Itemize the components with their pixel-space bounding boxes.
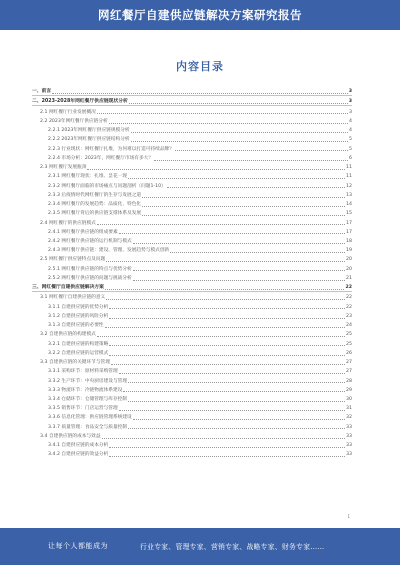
toc-entry-page: 27 (346, 360, 352, 366)
toc-entry-page: 3 (348, 89, 352, 95)
toc-entry-page: 11 (346, 165, 352, 171)
toc-leader-dots (87, 169, 345, 170)
footer-slogan: 让每个人都能成为 (48, 542, 108, 550)
toc-title: 内容目录 (176, 60, 224, 73)
toc-entry-page: 20 (346, 266, 352, 272)
toc-entry[interactable] (32, 199, 352, 208)
toc-entry-page: 23 (346, 313, 352, 319)
toc-leader-dots (119, 373, 345, 374)
toc-entry-page: 13 (346, 192, 352, 198)
toc-entry-page: 12 (346, 183, 352, 189)
toc-leader-dots (133, 243, 345, 244)
toc-entry-page: 33 (346, 433, 352, 439)
toc-entry-page: 17 (346, 220, 352, 226)
toc-entry-page: 18 (346, 238, 352, 244)
toc-entry-text: 三、网红餐厅自建供应链解决方案 (32, 285, 104, 291)
toc-entry-page: 5 (349, 137, 352, 143)
footer-tagline: 行业专家、管理专家、营销专家、战略专家、财务专家…… (140, 543, 325, 551)
toc-entry[interactable] (32, 171, 352, 180)
toc-entry[interactable] (32, 282, 352, 292)
toc-entry[interactable] (32, 245, 352, 254)
toc-leader-dots (175, 150, 348, 151)
table-of-contents (32, 86, 352, 458)
toc-entry-page: 31 (346, 406, 352, 412)
toc-leader-dots (128, 428, 345, 429)
toc-leader-dots (102, 438, 346, 439)
toc-leader-dots (109, 123, 348, 124)
toc-entry[interactable] (32, 153, 352, 162)
toc-leader-dots (111, 364, 345, 365)
toc-entry[interactable] (32, 329, 352, 338)
page-number: 1 (347, 514, 350, 519)
toc-entry-page: 24 (346, 323, 352, 329)
toc-entry-text: 2.3.4 网红餐厅的发展趋势：品质化、特色化 (48, 202, 142, 208)
toc-entry[interactable] (32, 449, 352, 458)
toc-entry-page: 28 (346, 378, 352, 384)
toc-entry-page: 33 (346, 424, 352, 430)
toc-entry-text: 3.3.1 采购环节：原材料采购管理 (48, 369, 118, 375)
toc-leader-dots (106, 261, 345, 262)
toc-entry[interactable] (32, 116, 352, 125)
toc-leader-dots (129, 103, 348, 104)
toc-leader-dots (105, 327, 345, 328)
toc-entry-page: 33 (346, 443, 352, 449)
toc-entry[interactable] (32, 348, 352, 357)
toc-leader-dots (109, 318, 345, 319)
toc-leader-dots (142, 215, 345, 216)
toc-entry-text: 2.3.3 后疫情时代网红餐厅的生存与发展之道 (48, 192, 142, 198)
toc-entry-text: 3.1.2 自建供应链的风险分析 (48, 313, 109, 319)
toc-entry-text: 3.4 自建供应链的成本与效益 (40, 433, 101, 439)
toc-entry-text: 2.4 网红餐厅的供应链模式 (40, 220, 96, 226)
toc-entry-text: 3.1.1 自建供应链的优势分析 (48, 304, 109, 310)
toc-entry[interactable] (32, 385, 352, 394)
toc-entry[interactable] (32, 180, 352, 189)
toc-entry-text: 3.1.3 自建供应链的必要性 (48, 323, 104, 329)
toc-entry[interactable] (32, 134, 352, 143)
toc-entry-text: 一、前言 (32, 89, 52, 95)
toc-entry-page: 5 (349, 146, 352, 152)
toc-entry-page: 4 (349, 128, 352, 134)
toc-entry-page: 27 (346, 369, 352, 375)
toc-entry-page: 6 (349, 155, 352, 161)
toc-entry[interactable] (32, 366, 352, 375)
toc-entry-page: 3 (348, 99, 352, 105)
toc-entry[interactable] (32, 301, 352, 310)
toc-entry-text: 3.3.4 仓储环节：仓储管理与库存控制 (48, 396, 128, 402)
toc-entry-page: 4 (349, 118, 352, 124)
toc-leader-dots (133, 419, 345, 420)
toc-leader-dots (133, 280, 345, 281)
toc-entry-text: 2.2.2 2023年网红餐厅供应链结构分析 (48, 137, 130, 143)
toc-entry[interactable] (32, 292, 352, 301)
toc-entry[interactable] (32, 96, 352, 106)
toc-entry-text: 3.4.1 自建供应链的成本分析 (48, 443, 109, 449)
toc-leader-dots (128, 178, 345, 179)
toc-entry-text: 3.1 网红餐厅自建供应链的意义 (40, 295, 106, 301)
toc-entry[interactable] (32, 162, 352, 171)
toc-entry[interactable] (32, 412, 352, 421)
toc-entry[interactable] (32, 106, 352, 115)
toc-leader-dots (154, 160, 348, 161)
toc-entry-text: 3.2 自建供应链的构建模式 (40, 332, 96, 338)
toc-entry[interactable] (32, 403, 352, 412)
toc-entry[interactable] (32, 394, 352, 403)
report-header-banner (0, 0, 400, 30)
toc-entry-text: 2.3.1 网红餐厅现状：扎堆、昙花一现 (48, 174, 128, 180)
report-title: 网红餐厅自建供应链解决方案研究报告 (98, 8, 302, 22)
toc-entry-text: 2.1 网红餐厅行业发展概况 (40, 109, 96, 115)
toc-leader-dots (131, 132, 348, 133)
toc-entry-page: 11 (346, 174, 352, 180)
toc-entry[interactable] (32, 217, 352, 226)
toc-entry-page: 21 (346, 275, 352, 281)
toc-leader-dots (97, 336, 345, 337)
toc-entry-page: 33 (346, 452, 352, 458)
toc-entry[interactable] (32, 357, 352, 366)
toc-entry[interactable] (32, 86, 352, 96)
toc-entry-text: 2.3.2 网红餐厅面临的市场痛点与问题剖析（问题1-10） (48, 183, 166, 189)
toc-entry-page: 22 (346, 295, 352, 301)
toc-entry[interactable] (32, 421, 352, 430)
toc-entry-page: 20 (346, 257, 352, 263)
toc-entry-text: 2.5 网红餐厅供应链特点及问题 (40, 257, 106, 263)
toc-leader-dots (128, 382, 345, 383)
toc-entry-page: 22 (346, 304, 352, 310)
toc-leader-dots (109, 355, 345, 356)
toc-entry-text: 2.2.4 市场分析：2023年，网红餐厅市场有多大？ (48, 155, 154, 161)
toc-entry-text: 2.2 2023年网红餐厅供应链分析 (40, 118, 108, 124)
toc-entry[interactable] (32, 338, 352, 347)
toc-leader-dots (170, 252, 345, 253)
toc-entry-page: 22 (345, 285, 352, 291)
toc-leader-dots (119, 233, 345, 234)
toc-leader-dots (97, 113, 348, 114)
toc-leader-dots (142, 206, 345, 207)
toc-entry[interactable] (32, 440, 352, 449)
toc-entry-text: 2.2.1 2023年网红餐厅供应链规模分析 (48, 128, 130, 134)
toc-entry-text: 2.5.2 网红餐厅供应链的问题与挑战分析 (48, 275, 132, 281)
toc-entry-text: 2.5.1 网红餐厅供应链的特点与优势分析 (48, 266, 132, 272)
toc-entry[interactable] (32, 190, 352, 199)
toc-entry-text: 3.3.6 信息化管理：供应链管理系统建设 (48, 415, 132, 421)
toc-entry-text: 2.2.3 行业现状：网红餐厅扎堆，为何难以打造可持续品牌？ (48, 146, 174, 152)
toc-entry-text: 2.3.5 网红餐厅背后的供应链支撑体系及发展 (48, 211, 142, 217)
toc-entry[interactable] (32, 236, 352, 245)
toc-entry-text: 3.3 自建供应链的关键环节与管理 (40, 360, 110, 366)
toc-entry-page: 32 (346, 415, 352, 421)
toc-leader-dots (109, 345, 345, 346)
toc-entry[interactable] (32, 254, 352, 263)
toc-entry[interactable] (32, 227, 352, 236)
toc-leader-dots (109, 308, 345, 309)
toc-leader-dots (123, 391, 345, 392)
toc-entry-text: 3.3.5 销售环节：门店运营与管理 (48, 406, 118, 412)
footer-banner (0, 528, 400, 565)
toc-entry-text: 3.3.3 物流环节：冷链物流体系建设 (48, 387, 123, 393)
toc-entry[interactable] (32, 263, 352, 272)
toc-entry[interactable] (32, 208, 352, 217)
toc-entry[interactable] (32, 431, 352, 440)
toc-entry[interactable] (32, 375, 352, 384)
toc-leader-dots (128, 401, 345, 402)
toc-leader-dots (97, 224, 345, 225)
toc-leader-dots (106, 299, 345, 300)
toc-entry-text: 2.4.1 网红餐厅供应链的组成要素 (48, 229, 118, 235)
toc-leader-dots (52, 93, 348, 94)
toc-entry-page: 26 (346, 350, 352, 356)
toc-entry[interactable] (32, 125, 352, 134)
toc-leader-dots (133, 270, 345, 271)
toc-entry-text: 3.2.2 自建供应链的运营模式 (48, 350, 109, 356)
toc-entry-page: 3 (349, 109, 352, 115)
toc-entry-text: 3.3.7 质量管理：食品安全与质量控制 (48, 424, 128, 430)
toc-leader-dots (131, 141, 348, 142)
toc-entry-page: 25 (346, 341, 352, 347)
toc-entry-page: 25 (346, 332, 352, 338)
toc-entry-text: 二、2023-2028年网红餐厅供应链现状分析 (32, 99, 128, 105)
toc-entry-text: 3.3.2 生产环节：中央厨房建设与管理 (48, 378, 128, 384)
toc-entry-page: 29 (346, 387, 352, 393)
toc-entry-page: 30 (346, 396, 352, 402)
toc-entry-page: 19 (346, 248, 352, 254)
toc-leader-dots (109, 456, 345, 457)
toc-entry[interactable] (32, 143, 352, 152)
toc-entry-page: 15 (346, 211, 352, 217)
toc-entry[interactable] (32, 273, 352, 282)
toc-entry-page: 17 (346, 229, 352, 235)
toc-entry-text: 3.2.1 自建供应链的构建策略 (48, 341, 109, 347)
toc-entry[interactable] (32, 320, 352, 329)
toc-leader-dots (167, 187, 345, 188)
toc-entry-text: 2.4.3 网红餐厅供应链：建设、管理、发展趋势与模式创新 (48, 248, 170, 254)
toc-entry[interactable] (32, 311, 352, 320)
toc-leader-dots (109, 447, 345, 448)
toc-entry-text: 2.4.2 网红餐厅供应链的运行机制与模式 (48, 238, 132, 244)
toc-entry-page: 14 (346, 202, 352, 208)
toc-leader-dots (119, 410, 345, 411)
toc-leader-dots (142, 197, 345, 198)
toc-entry-text: 2.3 网红餐厅发展瓶颈 (40, 165, 87, 171)
toc-leader-dots (105, 289, 345, 290)
toc-entry-text: 3.4.2 自建供应链的效益分析 (48, 452, 109, 458)
